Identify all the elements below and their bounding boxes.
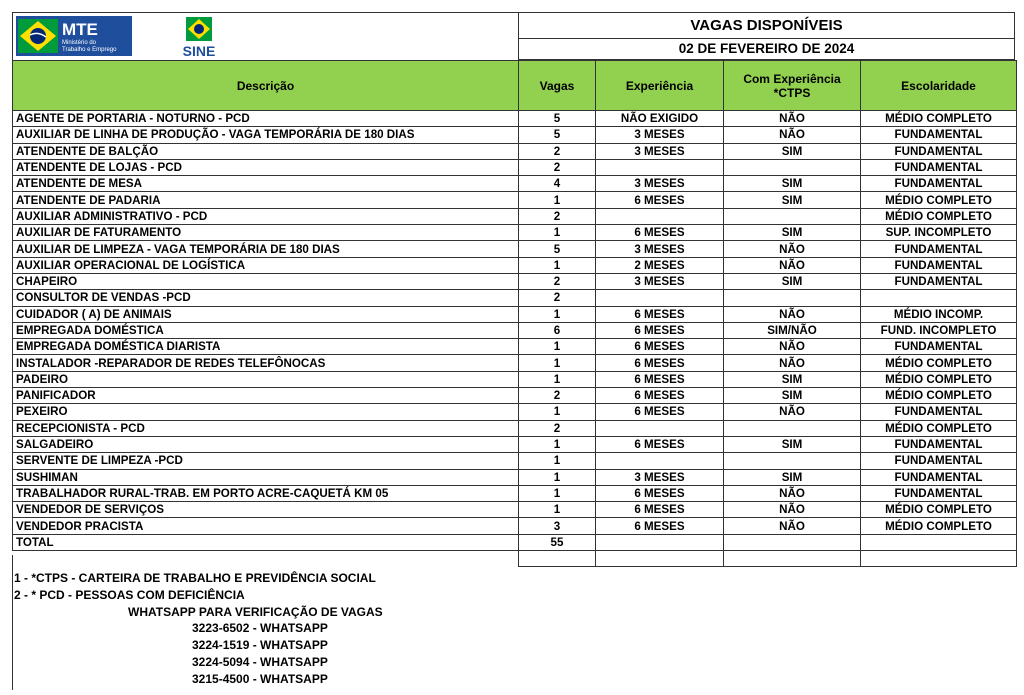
cell-experiencia bbox=[596, 159, 724, 175]
cell-ctps: SIM/NÃO bbox=[724, 322, 861, 338]
cell-descricao: AGENTE DE PORTARIA - NOTURNO - PCD bbox=[13, 111, 519, 127]
table-row bbox=[13, 111, 1017, 127]
cell-descricao: ATENDENTE DE MESA bbox=[13, 176, 519, 192]
page-title: VAGAS DISPONÍVEIS bbox=[519, 13, 1014, 39]
svg-text:Trabalho e Emprego: Trabalho e Emprego bbox=[62, 47, 117, 53]
cell-descricao: VENDEDOR PRACISTA bbox=[13, 518, 519, 534]
cell-escolaridade: FUNDAMENTAL bbox=[861, 404, 1017, 420]
cell-vagas: 2 bbox=[519, 208, 596, 224]
cell-descricao: TRABALHADOR RURAL-TRAB. EM PORTO ACRE-CAQUETÁ KM 05 bbox=[13, 485, 519, 501]
cell-escolaridade: FUNDAMENTAL bbox=[861, 436, 1017, 452]
cell-vagas: 1 bbox=[519, 306, 596, 322]
cell-descricao: VENDEDOR DE SERVIÇOS bbox=[13, 502, 519, 518]
whatsapp-phone: 3223-6502 - WHATSAPP bbox=[192, 621, 328, 636]
col-header-ctps: Com Experiência *CTPS bbox=[724, 61, 861, 111]
cell-descricao: PADEIRO bbox=[13, 371, 519, 387]
cell-escolaridade: MÉDIO COMPLETO bbox=[861, 355, 1017, 371]
cell-vagas: 2 bbox=[519, 290, 596, 306]
cell-experiencia: 6 MESES bbox=[596, 322, 724, 338]
note-pcd: 2 - * PCD - PESSOAS COM DEFICIÊNCIA bbox=[14, 587, 245, 602]
cell-vagas: 1 bbox=[519, 485, 596, 501]
table-row bbox=[13, 290, 1017, 306]
sine-logo-text: SINE bbox=[182, 43, 216, 59]
cell-escolaridade: FUNDAMENTAL bbox=[861, 176, 1017, 192]
cell-escolaridade: FUNDAMENTAL bbox=[861, 339, 1017, 355]
cell-ctps: SIM bbox=[724, 371, 861, 387]
cell-experiencia: 6 MESES bbox=[596, 388, 724, 404]
cell-experiencia bbox=[596, 453, 724, 469]
cell-ctps: SIM bbox=[724, 192, 861, 208]
cell-ctps: SIM bbox=[724, 273, 861, 289]
cell-experiencia: 6 MESES bbox=[596, 436, 724, 452]
cell-descricao: SALGADEIRO bbox=[13, 436, 519, 452]
table-row bbox=[13, 127, 1017, 143]
cell-escolaridade: MÉDIO COMPLETO bbox=[861, 388, 1017, 404]
table-row bbox=[13, 502, 1017, 518]
cell-experiencia bbox=[596, 208, 724, 224]
page-date: 02 DE FEVEREIRO DE 2024 bbox=[678, 41, 855, 56]
cell-ctps: NÃO bbox=[724, 306, 861, 322]
cell-experiencia: 6 MESES bbox=[596, 192, 724, 208]
table-row bbox=[13, 143, 1017, 159]
cell-experiencia: 6 MESES bbox=[596, 485, 724, 501]
cell-escolaridade: MÉDIO COMPLETO bbox=[861, 111, 1017, 127]
cell-experiencia bbox=[596, 420, 724, 436]
table-row bbox=[13, 273, 1017, 289]
table-row bbox=[13, 208, 1017, 224]
cell-experiencia: 6 MESES bbox=[596, 355, 724, 371]
total-value: 55 bbox=[519, 534, 596, 550]
table-row bbox=[13, 453, 1017, 469]
cell-experiencia: 6 MESES bbox=[596, 371, 724, 387]
cell-descricao: PEXEIRO bbox=[13, 404, 519, 420]
cell-experiencia: 3 MESES bbox=[596, 273, 724, 289]
cell-experiencia: 3 MESES bbox=[596, 176, 724, 192]
table-row bbox=[13, 225, 1017, 241]
cell-experiencia bbox=[596, 290, 724, 306]
cell-ctps: SIM bbox=[724, 143, 861, 159]
cell-ctps: NÃO bbox=[724, 257, 861, 273]
cell-vagas: 6 bbox=[519, 322, 596, 338]
sine-logo bbox=[178, 15, 220, 59]
cell-experiencia: NÃO EXIGIDO bbox=[596, 111, 724, 127]
table-row bbox=[13, 355, 1017, 371]
cell-ctps: NÃO bbox=[724, 127, 861, 143]
logo-area bbox=[12, 12, 519, 61]
cell-ctps: SIM bbox=[724, 388, 861, 404]
cell-ctps: SIM bbox=[724, 436, 861, 452]
total-label: TOTAL bbox=[13, 534, 519, 550]
table-row bbox=[13, 257, 1017, 273]
table-row bbox=[13, 306, 1017, 322]
whatsapp-phone: 3215-4500 - WHATSAPP bbox=[192, 671, 328, 686]
table-row bbox=[13, 469, 1017, 485]
cell-ctps: SIM bbox=[724, 225, 861, 241]
cell-vagas: 2 bbox=[519, 388, 596, 404]
cell-descricao: RECEPCIONISTA - PCD bbox=[13, 420, 519, 436]
cell-descricao: AUXILIAR OPERACIONAL DE LOGÍSTICA bbox=[13, 257, 519, 273]
cell-ctps bbox=[724, 453, 861, 469]
cell-escolaridade: FUNDAMENTAL bbox=[861, 143, 1017, 159]
table-body bbox=[13, 111, 1017, 535]
cell-experiencia: 3 MESES bbox=[596, 143, 724, 159]
whatsapp-phone: 3224-1519 - WHATSAPP bbox=[192, 638, 328, 653]
total-row bbox=[13, 534, 1017, 550]
cell-experiencia: 6 MESES bbox=[596, 339, 724, 355]
cell-escolaridade: MÉDIO COMPLETO bbox=[861, 371, 1017, 387]
cell-experiencia: 6 MESES bbox=[596, 502, 724, 518]
cell-escolaridade: FUNDAMENTAL bbox=[861, 273, 1017, 289]
cell-descricao: INSTALADOR -REPARADOR DE REDES TELEFÔNOCAS bbox=[13, 355, 519, 371]
left-border-line bbox=[12, 555, 13, 690]
cell-vagas: 1 bbox=[519, 453, 596, 469]
cell-experiencia: 6 MESES bbox=[596, 225, 724, 241]
cell-descricao: SUSHIMAN bbox=[13, 469, 519, 485]
header-box bbox=[518, 12, 1015, 60]
table-row bbox=[13, 404, 1017, 420]
cell-experiencia: 3 MESES bbox=[596, 241, 724, 257]
cell-ctps bbox=[724, 159, 861, 175]
cell-escolaridade: FUNDAMENTAL bbox=[861, 453, 1017, 469]
cell-vagas: 1 bbox=[519, 404, 596, 420]
table-row bbox=[13, 518, 1017, 534]
mte-logo-text: MTE bbox=[62, 20, 98, 39]
cell-descricao: CUIDADOR ( A) DE ANIMAIS bbox=[13, 306, 519, 322]
cell-descricao: EMPREGADA DOMÉSTICA DIARISTA bbox=[13, 339, 519, 355]
cell-descricao: AUXILIAR DE LINHA DE PRODUÇÃO - VAGA TEMPORÁRIA DE 180 DIAS bbox=[13, 127, 519, 143]
table-row bbox=[13, 192, 1017, 208]
cell-experiencia: 6 MESES bbox=[596, 404, 724, 420]
cell-vagas: 5 bbox=[519, 241, 596, 257]
cell-escolaridade: FUNDAMENTAL bbox=[861, 159, 1017, 175]
col-header-escolaridade: Escolaridade bbox=[861, 61, 1017, 111]
col-header-vagas: Vagas bbox=[519, 61, 596, 111]
cell-escolaridade bbox=[861, 290, 1017, 306]
cell-ctps bbox=[724, 208, 861, 224]
cell-escolaridade: FUNDAMENTAL bbox=[861, 469, 1017, 485]
table-row bbox=[13, 159, 1017, 175]
cell-descricao: AUXILIAR DE LIMPEZA - VAGA TEMPORÁRIA DE 180 DIAS bbox=[13, 241, 519, 257]
table-row bbox=[13, 322, 1017, 338]
cell-escolaridade: MÉDIO COMPLETO bbox=[861, 518, 1017, 534]
cell-experiencia: 2 MESES bbox=[596, 257, 724, 273]
table-row bbox=[13, 241, 1017, 257]
cell-vagas: 1 bbox=[519, 436, 596, 452]
cell-ctps: NÃO bbox=[724, 502, 861, 518]
cell-vagas: 3 bbox=[519, 518, 596, 534]
cell-experiencia: 6 MESES bbox=[596, 306, 724, 322]
cell-ctps bbox=[724, 420, 861, 436]
whatsapp-phone: 3224-5094 - WHATSAPP bbox=[192, 654, 328, 669]
cell-descricao: PANIFICADOR bbox=[13, 388, 519, 404]
cell-ctps bbox=[724, 290, 861, 306]
table-row bbox=[13, 485, 1017, 501]
cell-escolaridade: SUP. INCOMPLETO bbox=[861, 225, 1017, 241]
cell-escolaridade: MÉDIO COMPLETO bbox=[861, 208, 1017, 224]
cell-ctps: NÃO bbox=[724, 339, 861, 355]
cell-vagas: 1 bbox=[519, 192, 596, 208]
footnotes bbox=[14, 570, 383, 688]
cell-ctps: NÃO bbox=[724, 241, 861, 257]
table-header-row bbox=[13, 61, 1017, 111]
cell-vagas: 1 bbox=[519, 371, 596, 387]
cell-vagas: 1 bbox=[519, 225, 596, 241]
cell-escolaridade: FUND. INCOMPLETO bbox=[861, 322, 1017, 338]
cell-vagas: 2 bbox=[519, 420, 596, 436]
cell-experiencia: 6 MESES bbox=[596, 518, 724, 534]
table-row bbox=[13, 388, 1017, 404]
cell-vagas: 4 bbox=[519, 176, 596, 192]
col-header-experiencia: Experiência bbox=[596, 61, 724, 111]
cell-descricao: CONSULTOR DE VENDAS -PCD bbox=[13, 290, 519, 306]
table-row bbox=[13, 371, 1017, 387]
cell-descricao: ATENDENTE DE BALÇÃO bbox=[13, 143, 519, 159]
cell-vagas: 1 bbox=[519, 339, 596, 355]
note-ctps: 1 - *CTPS - CARTEIRA DE TRABALHO E PREVIDÊNCIA SOCIAL bbox=[14, 571, 376, 585]
cell-escolaridade: MÉDIO INCOMP. bbox=[861, 306, 1017, 322]
svg-text:Ministério do: Ministério do bbox=[62, 40, 97, 46]
cell-ctps: SIM bbox=[724, 469, 861, 485]
cell-descricao: ATENDENTE DE PADARIA bbox=[13, 192, 519, 208]
whatsapp-title: WHATSAPP PARA VERIFICAÇÃO DE VAGAS bbox=[128, 604, 383, 619]
cell-ctps: NÃO bbox=[724, 485, 861, 501]
cell-experiencia: 3 MESES bbox=[596, 469, 724, 485]
table-row bbox=[13, 420, 1017, 436]
cell-ctps: NÃO bbox=[724, 404, 861, 420]
cell-escolaridade: MÉDIO COMPLETO bbox=[861, 420, 1017, 436]
cell-escolaridade: FUNDAMENTAL bbox=[861, 127, 1017, 143]
cell-escolaridade: FUNDAMENTAL bbox=[861, 485, 1017, 501]
cell-descricao: CHAPEIRO bbox=[13, 273, 519, 289]
blank-row bbox=[13, 551, 1017, 567]
cell-descricao: AUXILIAR DE FATURAMENTO bbox=[13, 225, 519, 241]
cell-ctps: NÃO bbox=[724, 518, 861, 534]
cell-descricao: EMPREGADA DOMÉSTICA bbox=[13, 322, 519, 338]
cell-escolaridade: FUNDAMENTAL bbox=[861, 241, 1017, 257]
cell-vagas: 5 bbox=[519, 127, 596, 143]
col-header-descricao: Descrição bbox=[13, 61, 519, 111]
cell-descricao: AUXILIAR ADMINISTRATIVO - PCD bbox=[13, 208, 519, 224]
cell-vagas: 5 bbox=[519, 111, 596, 127]
cell-vagas: 1 bbox=[519, 355, 596, 371]
cell-ctps: NÃO bbox=[724, 111, 861, 127]
cell-vagas: 1 bbox=[519, 502, 596, 518]
cell-experiencia: 3 MESES bbox=[596, 127, 724, 143]
vacancies-table bbox=[12, 60, 1017, 567]
cell-descricao: SERVENTE DE LIMPEZA -PCD bbox=[13, 453, 519, 469]
cell-vagas: 1 bbox=[519, 257, 596, 273]
cell-escolaridade: FUNDAMENTAL bbox=[861, 257, 1017, 273]
table-row bbox=[13, 436, 1017, 452]
cell-escolaridade: MÉDIO COMPLETO bbox=[861, 192, 1017, 208]
cell-vagas: 2 bbox=[519, 143, 596, 159]
cell-vagas: 2 bbox=[519, 273, 596, 289]
table-row bbox=[13, 176, 1017, 192]
cell-ctps: SIM bbox=[724, 176, 861, 192]
cell-vagas: 2 bbox=[519, 159, 596, 175]
cell-ctps: NÃO bbox=[724, 355, 861, 371]
cell-descricao: ATENDENTE DE LOJAS - PCD bbox=[13, 159, 519, 175]
cell-escolaridade: MÉDIO COMPLETO bbox=[861, 502, 1017, 518]
table-row bbox=[13, 339, 1017, 355]
cell-vagas: 1 bbox=[519, 469, 596, 485]
mte-logo bbox=[16, 16, 132, 56]
